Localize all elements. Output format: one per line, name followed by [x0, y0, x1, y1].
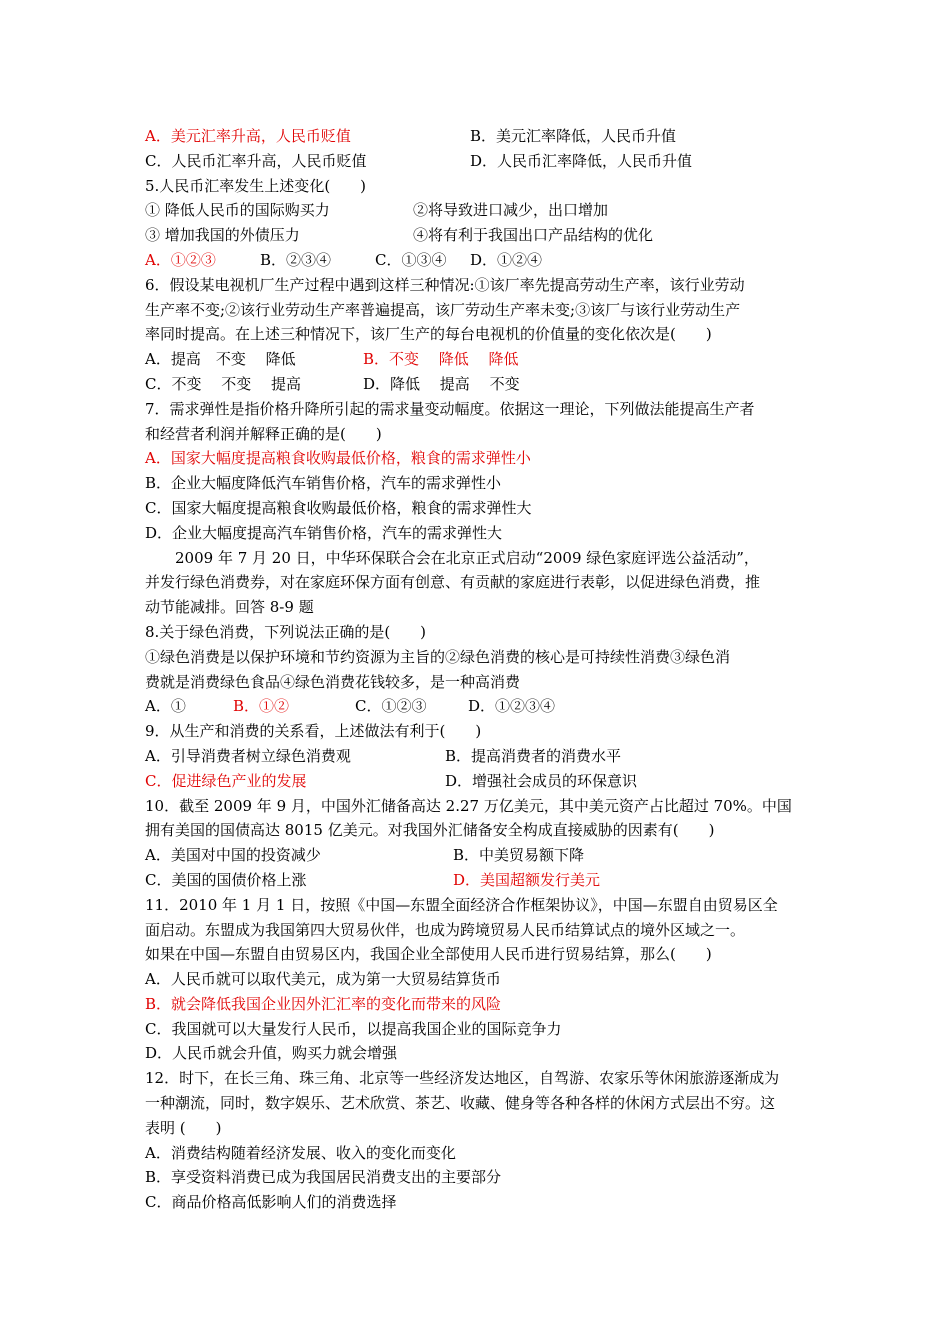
- option-row: [145, 868, 815, 893]
- option-text: ②将导致进口减少，出口增加: [413, 201, 609, 220]
- option-text: D．①②③④: [468, 697, 556, 716]
- text-line: 生产率不变;②该行业劳动生产率普遍提高，该厂劳动生产率未变;③该厂与该行业劳动生产: [145, 300, 741, 319]
- option-text: C．①②③: [355, 697, 427, 716]
- option-row: [145, 843, 815, 868]
- option-text: C．①③④: [375, 250, 447, 269]
- text-line: 9．从生产和消费的关系看，上述做法有利于( ): [145, 722, 482, 741]
- option-text: B．不变 降低 降低: [363, 350, 519, 369]
- exam-document: [145, 124, 815, 1215]
- option-row: [145, 769, 815, 794]
- option-text: A．①②③: [145, 250, 216, 269]
- text-line: D．人民币就会升值，购买力就会增强: [145, 1044, 398, 1063]
- text-line: 和经营者利润并解释正确的是( ): [145, 424, 382, 443]
- text-line: 面启动。东盟成为我国第四大贸易伙伴，也成为跨境贸易人民币结算试点的境外区域之一。: [145, 920, 746, 939]
- option-row: [145, 744, 815, 769]
- text-line: ①绿色消费是以保护环境和节约资源为主旨的②绿色消费的核心是可持续性消费③绿色消: [145, 647, 731, 666]
- option-text: ③ 增加我国的外债压力: [145, 226, 300, 245]
- text-line: 拥有美国的国债高达 8015 亿美元。对我国外汇储备安全构成直接威胁的因素有( ): [145, 821, 715, 840]
- option-row: [145, 347, 815, 372]
- option-row: [145, 248, 815, 273]
- option-text: D．①②④: [470, 250, 543, 269]
- text-line: 如果在中国—东盟自由贸易区内，我国企业全部使用人民币进行贸易结算，那么( ): [145, 945, 712, 964]
- text-line: D．企业大幅度提高汽车销售价格，汽车的需求弹性大: [145, 523, 503, 542]
- option-text: D．美国超额发行美元: [453, 870, 601, 889]
- text-line: A．国家大幅度提高粮食收购最低价格，粮食的需求弹性小: [145, 449, 531, 468]
- option-text: A．美元汇率升高，人民币贬值: [145, 127, 351, 145]
- text-line: 费就是消费绿色食品④绿色消费花钱较多，是一种高消费: [145, 672, 521, 691]
- option-text: C．人民币汇率升高，人民币贬值: [145, 151, 367, 170]
- option-text: C．不变 不变 提高: [145, 374, 302, 393]
- option-row: [145, 223, 815, 248]
- option-text: B．提高消费者的消费水平: [445, 746, 622, 765]
- text-line: 12．时下，在长三角、珠三角、北京等一些经济发达地区，自驾游、农家乐等休闲旅游逐渐成为: [145, 1069, 780, 1088]
- text-line: 11．2010 年 1 月 1 日，按照《中国—东盟全面经济合作框架协议》，中国—东盟自由贸易区全: [145, 895, 778, 914]
- option-text: C．美国的国债价格上涨: [145, 870, 307, 889]
- text-line: B．就会降低我国企业因外汇汇率的变化而带来的风险: [145, 994, 502, 1013]
- option-text: D．人民币汇率降低，人民币升值: [470, 151, 693, 170]
- option-text: D．降低 提高 不变: [363, 374, 520, 393]
- text-line: 一种潮流，同时，数字娱乐、艺术欣赏、茶艺、收藏、健身等各种各样的休闲方式层出不穷。这: [145, 1094, 776, 1113]
- option-text: A．美国对中国的投资减少: [145, 846, 321, 865]
- option-row: [145, 149, 815, 174]
- text-line: 10．截至 2009 年 9 月，中国外汇储备高达 2.27 万亿美元，其中美元资产占比超过 70%。中国: [145, 796, 792, 815]
- text-line: 并发行绿色消费券，对在家庭环保方面有创意、有贡献的家庭进行表彰，以促进绿色消费，推: [145, 573, 761, 592]
- option-text: B．②③④: [260, 250, 332, 269]
- text-line: A．人民币就可以取代美元，成为第一大贸易结算货币: [145, 970, 501, 989]
- option-row: [145, 372, 815, 397]
- text-line: B．企业大幅度降低汽车销售价格，汽车的需求弹性小: [145, 474, 502, 493]
- text-line: 6．假设某电视机厂生产过程中遇到这样三种情况:①该厂率先提高劳动生产率，该行业劳动: [145, 275, 745, 294]
- option-text: ④将有利于我国出口产品结构的优化: [413, 226, 654, 245]
- option-row: [145, 124, 815, 149]
- option-text: B．美元汇率降低，人民币升值: [470, 127, 677, 145]
- option-text: D．增强社会成员的环保意识: [445, 771, 638, 790]
- text-line: 率同时提高。在上述三种情况下，该厂生产的每台电视机的价值量的变化依次是( ): [145, 325, 712, 344]
- text-line: 表明 ( ): [145, 1118, 222, 1137]
- option-text: A．①: [145, 697, 186, 716]
- text-line: A．消费结构随着经济发展、收入的变化而变化: [145, 1143, 456, 1162]
- option-text: A．提高 不变 降低: [145, 350, 296, 369]
- text-line: 5.人民币汇率发生上述变化( ): [145, 176, 367, 195]
- text-line: 7．需求弹性是指价格升降所引起的需求量变动幅度。依据这一理论，下列做法能提高生产者: [145, 399, 755, 418]
- text-line: C．商品价格高低影响人们的消费选择: [145, 1193, 397, 1212]
- option-row: [145, 694, 815, 719]
- option-row: [145, 198, 815, 223]
- option-text: B．中美贸易额下降: [453, 846, 585, 865]
- option-text: C．促进绿色产业的发展: [145, 771, 307, 790]
- text-line: 2009 年 7 月 20 日，中华环保联合会在北京正式启动“2009 绿色家庭评选公益活动”，: [175, 548, 759, 567]
- text-line: C．国家大幅度提高粮食收购最低价格，粮食的需求弹性大: [145, 498, 532, 517]
- text-line: C．我国就可以大量发行人民币，以提高我国企业的国际竞争力: [145, 1019, 562, 1038]
- option-text: ① 降低人民币的国际购买力: [145, 201, 330, 220]
- text-line: B．享受资料消费已成为我国居民消费支出的主要部分: [145, 1168, 502, 1187]
- text-line: 动节能减排。回答 8-9 题: [145, 598, 314, 617]
- text-line: 8.关于绿色消费，下列说法正确的是( ): [145, 622, 427, 641]
- option-text: B．①②: [233, 697, 290, 716]
- option-text: A．引导消费者树立绿色消费观: [145, 746, 351, 765]
